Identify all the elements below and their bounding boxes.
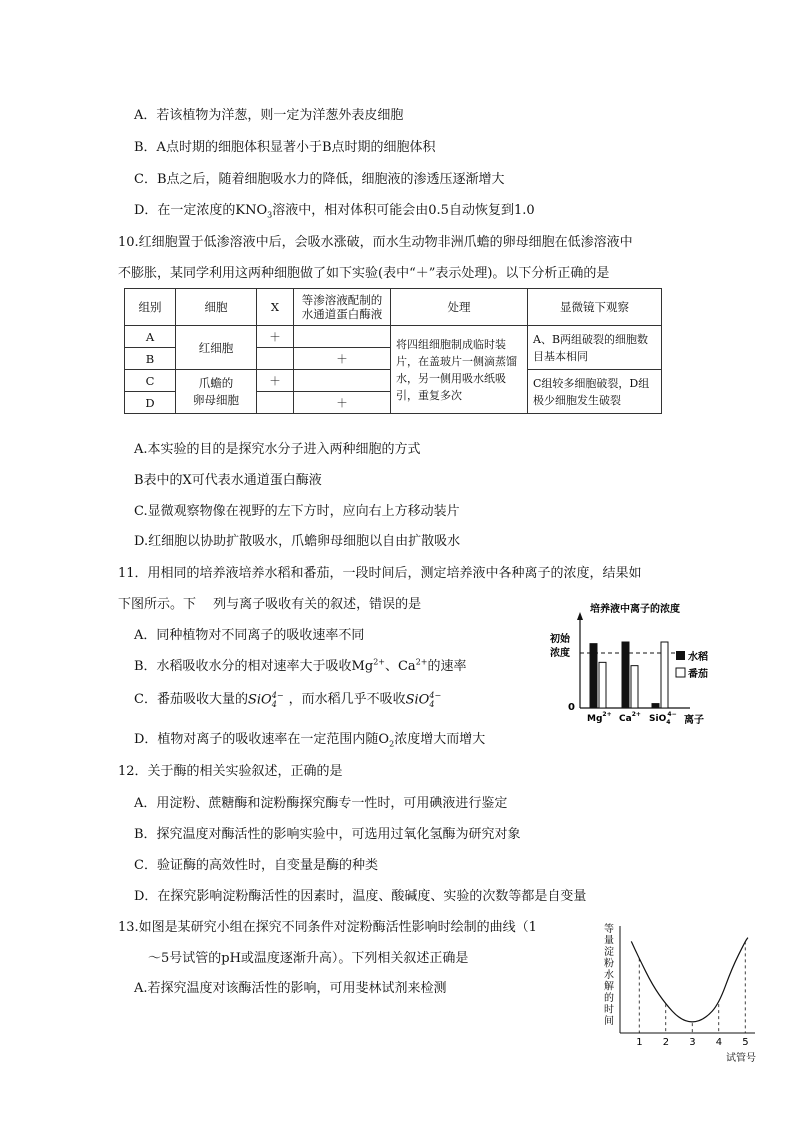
legend-tomato-label: 番茄 [688, 669, 708, 680]
empty-a-enzyme [294, 326, 391, 348]
th-group: 组别 [125, 289, 176, 326]
cell-red: 红细胞 [176, 326, 257, 370]
plus-d-enzyme: ＋ [294, 392, 391, 414]
q11-option-b: B．水稻吸收水分的相对速率大于吸收$Mg^{2+}$、$Ca^{2+}$的速率 [134, 657, 467, 674]
group-d: D [125, 392, 176, 414]
q13-stem-line1: 13.如图是某研究小组在探究不同条件对淀粉酶活性影响时绘制的曲线（1 [118, 920, 537, 935]
q9-option-c: C．B点之后，随着细胞吸水力的降低，细胞液的渗透压逐渐增大 [134, 172, 505, 187]
y-axis-arrow [577, 612, 583, 620]
q11-stem-line1: 11．用相同的培养液培养水稻和番茄，一段时间后，测定培养液中各种离子的浓度，结果如 [118, 566, 642, 581]
y-origin-label: 0 [568, 702, 575, 713]
treatment-cell: 将四组细胞制成临时装片，在盖玻片一侧滴蒸馏水，另一侧用吸水纸吸引，重复多次 [391, 326, 528, 414]
x-tick-1: 1 [636, 1037, 643, 1048]
legend-tomato-swatch [676, 668, 685, 677]
q12-option-a: A．用淀粉、蔗糖酶和淀粉酶探究酶专一性时，可用碘液进行鉴定 [134, 796, 508, 811]
observation-cd: C组较多细胞破裂，D组极少细胞发生破裂 [528, 370, 662, 414]
silicate-ion-1: SiO$_4^{4-}$ [247, 690, 284, 709]
q13-stem-line2: ～5号试管的pH或温度逐渐升高）。下列相关叙述正确是 [148, 951, 469, 966]
y-axis-label-char: 等 [604, 924, 614, 935]
bar-tomato-0 [599, 662, 606, 708]
q10-stem-line2: 不膨胀，某同学利用这两种细胞做了如下实验(表中“＋”表示处理)。以下分析正确的是 [118, 266, 610, 281]
q11-option-d: D．植物对离子的吸收速率在一定范围内随$O_2$浓度增大而增大 [134, 732, 486, 749]
x-tick-label: $Mg^{2+}$ [587, 711, 612, 724]
empty-d-x [257, 392, 294, 414]
q12-option-d: D．在探究影响淀粉酶活性的因素时，温度、酸碱度、实验的次数等都是自变量 [134, 889, 587, 904]
hydrolysis-time-chart [600, 918, 770, 1068]
q11-option-c: C．番茄吸收大量的SiO$_4^{4-}$ ，而水稻几乎不吸收SiO$_4^{4-}$ [134, 688, 446, 709]
legend-rice-swatch [676, 651, 685, 660]
group-a: A [125, 326, 176, 348]
plus-b-enzyme: ＋ [294, 348, 391, 370]
bar-rice-2 [652, 704, 659, 708]
ion-concentration-chart [540, 598, 710, 728]
legend-rice-label: 水稻 [688, 652, 708, 663]
plus-c-x: ＋ [257, 370, 294, 392]
y-axis-label-line2: 浓度 [550, 648, 570, 659]
x-tick-label: $Ca^{2+}$ [619, 711, 641, 724]
th-x: X [257, 289, 294, 326]
q11-stem-line2: 下图所示。下 列与离子吸收有关的叙述，错误的是 [118, 597, 422, 612]
q10-option-b: B表中的X可代表水通道蛋白酶液 [134, 473, 322, 488]
plus-a-x: ＋ [257, 326, 294, 348]
y-axis-label-char: 间 [604, 1016, 614, 1027]
th-enzyme: 等渗溶液配制的 水通道蛋白酶液 [294, 289, 391, 326]
observation-ab: A、B两组破裂的细胞数目基本相同 [528, 326, 662, 370]
hydrolysis-curve [631, 938, 748, 1022]
q13-option-a: A.若探究温度对该酶活性的影响，可用斐林试剂来检测 [134, 981, 447, 996]
x-axis-label: 试管号 [726, 1053, 756, 1064]
q10-option-d: D.红细胞以协助扩散吸水，爪蟾卵母细胞以自由扩散吸水 [134, 534, 461, 549]
q11-option-a: A．同种植物对不同离子的吸收速率不同 [134, 628, 365, 643]
y-axis-label-char: 量 [604, 935, 614, 947]
empty-c-enzyme [294, 370, 391, 392]
empty-b-x [257, 348, 294, 370]
th-observation: 显微镜下观察 [528, 289, 662, 326]
chart-title: 培养液中离子的浓度 [590, 604, 680, 615]
bar-tomato-2 [661, 642, 668, 708]
x-axis-label: 离子 [684, 715, 704, 726]
bar-rice-1 [622, 642, 629, 708]
y-axis-label-char: 解 [604, 981, 614, 993]
q12-option-c: C．验证酶的高效性时，自变量是酶的种类 [134, 858, 378, 873]
q10-option-a: A.本实验的目的是探究水分子进入两种细胞的方式 [134, 442, 421, 457]
y-axis-label-char: 的 [604, 993, 614, 1004]
y-axis-label-char: 时 [604, 1004, 614, 1016]
x-tick-4: 4 [715, 1037, 723, 1048]
y-axis-label-char: 淀 [604, 947, 614, 958]
y-axis-label-char: 水 [604, 970, 614, 981]
group-c: C [125, 370, 176, 392]
bar-tomato-1 [631, 666, 638, 708]
x-tick-3: 3 [689, 1037, 696, 1048]
th-cell: 细胞 [176, 289, 257, 326]
silicate-ion-2: SiO$_4^{4-}$ [405, 690, 442, 709]
x-tick-5: 5 [742, 1037, 749, 1048]
y-axis-label-line1: 初始 [550, 634, 570, 645]
q9-option-b: B．A点时期的细胞体积显著小于B点时期的细胞体积 [134, 140, 436, 155]
bar-rice-0 [590, 644, 597, 708]
q10-option-c: C.显微观察物像在视野的左下方时，应向右上方移动装片 [134, 504, 460, 519]
experiment-table [124, 288, 662, 414]
cell-frog: 爪蟾的 卵母细胞 [176, 370, 257, 414]
q12-stem: 12．关于酶的相关实验叙述，正确的是 [118, 764, 343, 779]
q9-option-d: D．在一定浓度的$KNO_3$溶液中，相对体积可能会由0.5自动恢复到1.0 [134, 203, 535, 220]
q9-option-a: A．若该植物为洋葱，则一定为洋葱外表皮细胞 [134, 108, 404, 123]
q10-stem-line1: 10.红细胞置于低渗溶液中后，会吸水涨破，而水生动物非洲爪蟾的卵母细胞在低渗溶液中 [118, 235, 633, 250]
th-treatment: 处理 [391, 289, 528, 326]
y-axis-label-char: 粉 [604, 958, 614, 970]
x-tick-label: SiO$_4$4− [649, 711, 677, 726]
group-b: B [125, 348, 176, 370]
q12-option-b: B．探究温度对酶活性的影响实验中，可选用过氧化氢酶为研究对象 [134, 827, 521, 842]
x-tick-2: 2 [662, 1037, 670, 1048]
